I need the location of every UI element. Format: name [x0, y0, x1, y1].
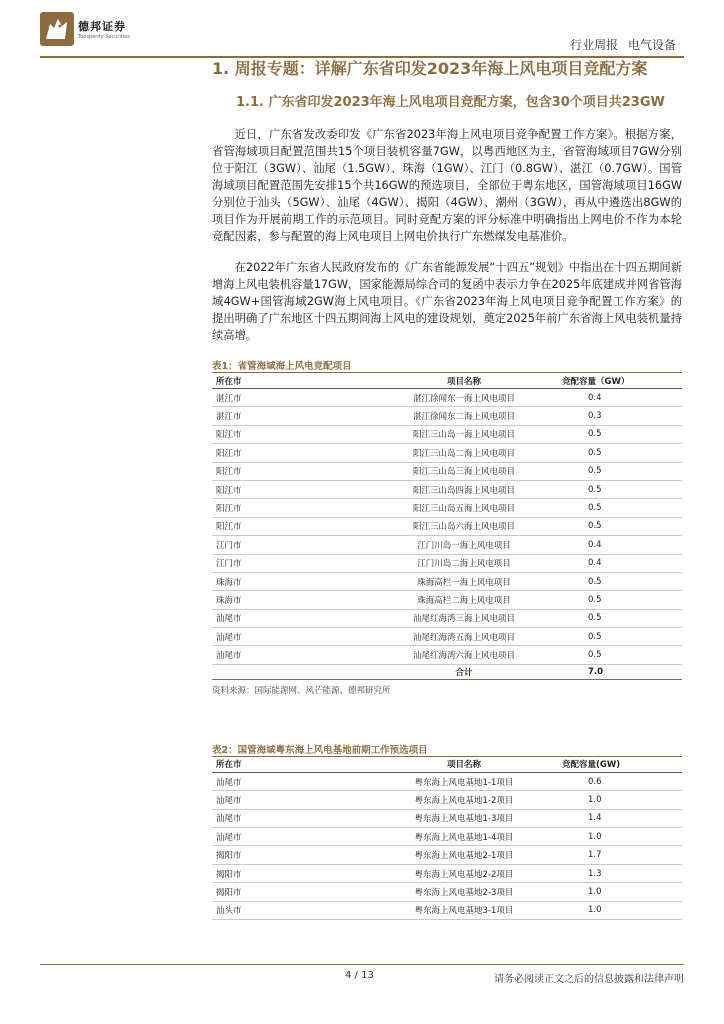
capacity-cell: 0.4	[558, 536, 682, 554]
table2-header-city: 所在市	[212, 757, 370, 773]
capacity-cell: 0.5	[558, 499, 682, 517]
table-row	[212, 609, 682, 627]
city-cell: 江门市	[212, 554, 370, 572]
table2-title: 表2：国管海域粤东海上风电基地前期工作预选项目	[212, 744, 428, 756]
capacity-cell: 1.0	[558, 901, 682, 919]
table1-total-label: 合计	[370, 664, 558, 679]
capacity-cell: 1.3	[558, 864, 682, 882]
capacity-cell: 0.3	[558, 407, 682, 425]
city-cell: 阳江市	[212, 462, 370, 480]
city-cell: 阳江市	[212, 499, 370, 517]
city-cell: 揭阳市	[212, 864, 370, 882]
project-cell: 汕尾红海湾五海上风电项目	[370, 628, 558, 646]
table1	[212, 373, 682, 680]
table2-header-capacity: 竞配容量(GW)	[558, 757, 682, 773]
capacity-cell: 1.0	[558, 883, 682, 901]
capacity-cell: 0.6	[558, 772, 682, 790]
table1-total-value: 7.0	[558, 664, 682, 679]
company-name-en: Topsperity Securities	[78, 34, 130, 40]
table1-title: 表1：省管海域海上风电竞配项目	[212, 361, 352, 372]
city-cell: 阳江市	[212, 425, 370, 443]
city-cell: 阳江市	[212, 480, 370, 498]
city-cell: 湛江市	[212, 407, 370, 425]
project-cell: 珠海高栏一海上风电项目	[370, 572, 558, 590]
capacity-cell: 0.5	[558, 609, 682, 627]
sector-name: 电气设备	[627, 38, 676, 52]
capacity-cell: 0.5	[558, 591, 682, 609]
project-cell: 粤东海上风电基地1-4项目	[370, 828, 558, 846]
wolf-logo-icon	[40, 12, 74, 46]
city-cell: 汕尾市	[212, 809, 370, 827]
main-content	[212, 58, 682, 920]
city-cell: 阳江市	[212, 444, 370, 462]
table-row	[212, 791, 682, 809]
table-row	[212, 772, 682, 790]
table-row	[212, 646, 682, 664]
table-row	[212, 425, 682, 443]
table-row	[212, 480, 682, 498]
city-cell: 湛江市	[212, 389, 370, 407]
table-row	[212, 517, 682, 535]
table2-body	[212, 772, 682, 919]
table1-block	[212, 358, 682, 696]
capacity-cell: 1.0	[558, 828, 682, 846]
table1-body	[212, 389, 682, 665]
capacity-cell: 0.5	[558, 517, 682, 535]
table-row	[212, 462, 682, 480]
report-type: 行业周报	[570, 38, 619, 52]
footer-divider	[40, 964, 684, 965]
city-cell: 汕尾市	[212, 828, 370, 846]
table-row	[212, 828, 682, 846]
table2-header-project: 项目名称	[370, 757, 558, 773]
table1-total-row	[212, 664, 682, 679]
paragraph-1: 近日，广东省发改委印发《广东省2023年海上风电项目竞争配置工作方案》。根据方案，省管海域项目配置范围共15个项目装机容量7GW，以粤西地区为主，省管海域项目7GW分别位于阳江（3GW）、汕尾（1.5GW）、珠海（1GW）、江门（0.8GW）、湛江（0.7GW）。国管海域项目配置范围先安排15个共16GW的预选项目，全部位于粤东地区，国管海域项目16GW分别位于汕头（5GW）、汕尾（4GW）、揭阳（4GW）、潮州（3GW），再从中遴选出8GW的项目作为开展前期工作的示范项目。同时竞配方案的评分标准中明确指出上网电价不作为本轮竞配因素，参与配置的海上风电项目上网电价执行广东燃煤发电基准价。	[212, 128, 682, 243]
capacity-cell: 0.4	[558, 389, 682, 407]
city-cell: 阳江市	[212, 517, 370, 535]
table2	[212, 757, 682, 920]
capacity-cell: 0.5	[558, 444, 682, 462]
project-cell: 阳江三山岛二海上风电项目	[370, 444, 558, 462]
table-row	[212, 389, 682, 407]
project-cell: 阳江三山岛四海上风电项目	[370, 480, 558, 498]
company-name-cn: 德邦证券	[78, 20, 126, 33]
project-cell: 阳江三山岛三海上风电项目	[370, 462, 558, 480]
table-row	[212, 591, 682, 609]
table-row	[212, 444, 682, 462]
capacity-cell: 0.5	[558, 425, 682, 443]
project-cell: 江门川岛一海上风电项目	[370, 536, 558, 554]
table1-source: 资料来源：国际能源网、风芒能源、德邦研究所	[212, 685, 391, 696]
table1-header-project: 项目名称	[370, 373, 558, 389]
table1-header-city: 所在市	[212, 373, 370, 389]
table2-header-row	[212, 757, 682, 773]
capacity-cell: 1.7	[558, 846, 682, 864]
city-cell: 汕头市	[212, 901, 370, 919]
project-cell: 粤东海上风电基地2-3项目	[370, 883, 558, 901]
project-cell: 粤东海上风电基地1-1项目	[370, 772, 558, 790]
project-cell: 粤东海上风电基地3-1项目	[370, 901, 558, 919]
capacity-cell: 0.5	[558, 462, 682, 480]
project-cell: 粤东海上风电基地2-2项目	[370, 864, 558, 882]
project-cell: 湛江徐闻东一海上风电项目	[370, 389, 558, 407]
capacity-cell: 0.5	[558, 646, 682, 664]
capacity-cell: 1.0	[558, 791, 682, 809]
project-cell: 珠海高栏二海上风电项目	[370, 591, 558, 609]
city-cell: 汕尾市	[212, 646, 370, 664]
page-header	[40, 8, 684, 58]
city-cell: 江门市	[212, 536, 370, 554]
city-cell: 珠海市	[212, 572, 370, 590]
city-cell: 汕尾市	[212, 609, 370, 627]
table-row	[212, 883, 682, 901]
project-cell: 汕尾红海湾三海上风电项目	[370, 609, 558, 627]
table-row	[212, 628, 682, 646]
table-row	[212, 809, 682, 827]
city-cell: 珠海市	[212, 591, 370, 609]
project-cell: 阳江三山岛五海上风电项目	[370, 499, 558, 517]
project-cell: 汕尾红海湾六海上风电项目	[370, 646, 558, 664]
project-cell: 阳江三山岛一海上风电项目	[370, 425, 558, 443]
paragraph-2: 在2022年广东省人民政府发布的《广东省能源发展“十四五”规划》中指出在十四五期间新增海上风电装机容量17GW，国家能源局综合司的复函中表示力争在2025年底建成并网省管海域4GW+国管海域2GW海上风电项目。《广东省2023年海上风电项目竞争配置工作方案》的提出明确了广东地区十四五期间海上风电的建设规划，奠定2025年前广东省海上风电装机量持续高增。	[212, 261, 682, 342]
page-number: 4 / 13	[345, 970, 374, 981]
legal-disclaimer: 请务必阅读正文之后的信息披露和法律声明	[494, 974, 684, 985]
table-row	[212, 846, 682, 864]
project-cell: 粤东海上风电基地2-1项目	[370, 846, 558, 864]
project-cell: 湛江徐闻东二海上风电项目	[370, 407, 558, 425]
section-heading: 1. 周报专题：详解广东省印发2023年海上风电项目竞配方案	[212, 59, 648, 78]
table-row	[212, 536, 682, 554]
capacity-cell: 1.4	[558, 809, 682, 827]
project-cell: 江门川岛二海上风电项目	[370, 554, 558, 572]
capacity-cell: 0.5	[558, 572, 682, 590]
company-logo	[40, 12, 130, 46]
table1-header-row	[212, 373, 682, 389]
table-row	[212, 864, 682, 882]
table-row	[212, 572, 682, 590]
table-row	[212, 901, 682, 919]
capacity-cell: 0.5	[558, 628, 682, 646]
city-cell: 汕尾市	[212, 791, 370, 809]
subsection-heading: 1.1. 广东省印发2023年海上风电项目竞配方案，包含30个项目共23GW	[236, 95, 665, 110]
project-cell: 粤东海上风电基地1-3项目	[370, 809, 558, 827]
capacity-cell: 0.5	[558, 480, 682, 498]
city-cell: 汕尾市	[212, 628, 370, 646]
city-cell: 揭阳市	[212, 846, 370, 864]
table-row	[212, 407, 682, 425]
city-cell: 揭阳市	[212, 883, 370, 901]
project-cell: 阳江三山岛六海上风电项目	[370, 517, 558, 535]
table-row	[212, 554, 682, 572]
capacity-cell: 0.4	[558, 554, 682, 572]
table-row	[212, 499, 682, 517]
city-cell: 汕尾市	[212, 772, 370, 790]
report-category	[564, 36, 676, 53]
project-cell: 粤东海上风电基地1-2项目	[370, 791, 558, 809]
table1-header-capacity: 竞配容量（GW）	[558, 373, 682, 389]
table2-block	[212, 742, 682, 920]
